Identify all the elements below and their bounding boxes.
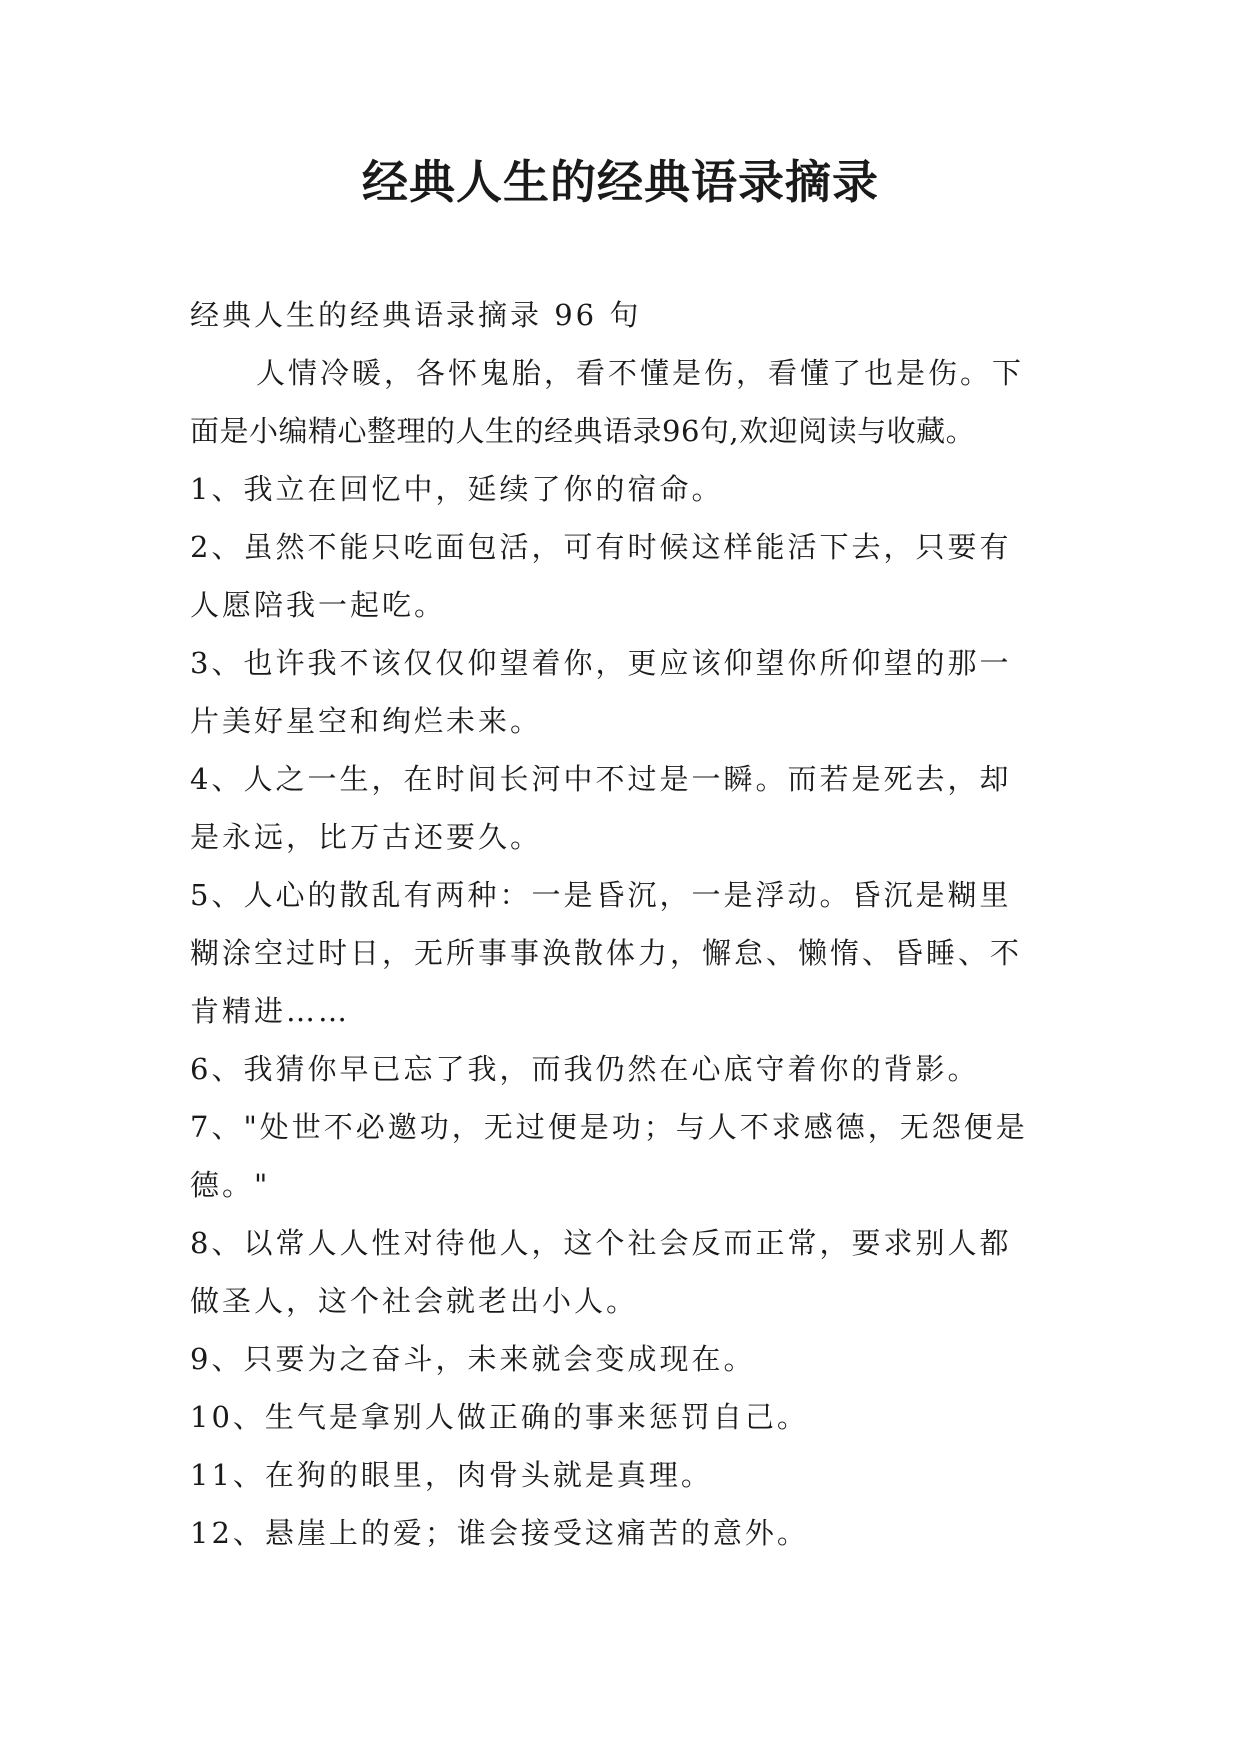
document-title: 经典人生的经典语录摘录 — [362, 155, 879, 209]
quote-3-line-2: 片美好星空和绚烂未来。 — [190, 704, 543, 738]
quote-5-line-2: 糊涂空过时日，无所事事涣散体力，懈怠、懒惰、昏睡、不 — [190, 936, 1023, 970]
quote-1: 1、我立在回忆中，延续了你的宿命。 — [190, 472, 724, 506]
quote-5-line-3: 肯精进…… — [190, 994, 351, 1028]
quote-9: 9、只要为之奋斗，未来就会变成现在。 — [190, 1342, 756, 1376]
quote-5-line-1: 5、人心的散乱有两种：一是昏沉，一是浮动。昏沉是糊里 — [190, 878, 1012, 912]
quote-7-line-1: 7、"处世不必邀功，无过便是功；与人不求感德，无怨便是 — [190, 1110, 1028, 1144]
quote-8-line-1: 8、以常人人性对待他人，这个社会反而正常，要求别人都 — [190, 1226, 1012, 1260]
quote-4-line-2: 是永远，比万古还要久。 — [190, 820, 543, 854]
subtitle-line: 经典人生的经典语录摘录 96 句 — [190, 298, 642, 332]
intro-line-1: 人情冷暖，各怀鬼胎，看不懂是伤，看懂了也是伤。下 — [256, 356, 1025, 390]
quote-8-line-2: 做圣人，这个社会就老出小人。 — [190, 1284, 639, 1318]
quote-4-line-1: 4、人之一生，在时间长河中不过是一瞬。而若是死去，却 — [190, 762, 1012, 796]
quote-2-line-2: 人愿陪我一起吃。 — [190, 588, 447, 622]
quote-10: 10、生气是拿别人做正确的事来惩罚自己。 — [190, 1400, 809, 1434]
quote-12: 12、悬崖上的爱；谁会接受这痛苦的意外。 — [190, 1516, 809, 1550]
quote-11: 11、在狗的眼里，肉骨头就是真理。 — [190, 1458, 713, 1492]
document-body — [190, 286, 1070, 1562]
quote-6: 6、我猜你早已忘了我，而我仍然在心底守着你的背影。 — [190, 1052, 980, 1086]
quote-3-line-1: 3、也许我不该仅仅仰望着你，更应该仰望你所仰望的那一 — [190, 646, 1012, 680]
quote-2-line-1: 2、虽然不能只吃面包活，可有时候这样能活下去，只要有 — [190, 530, 1012, 564]
quote-7-line-2: 德。" — [190, 1168, 271, 1202]
intro-line-2: 面是小编精心整理的人生的经典语录96句,欢迎阅读与收藏。 — [190, 414, 976, 448]
